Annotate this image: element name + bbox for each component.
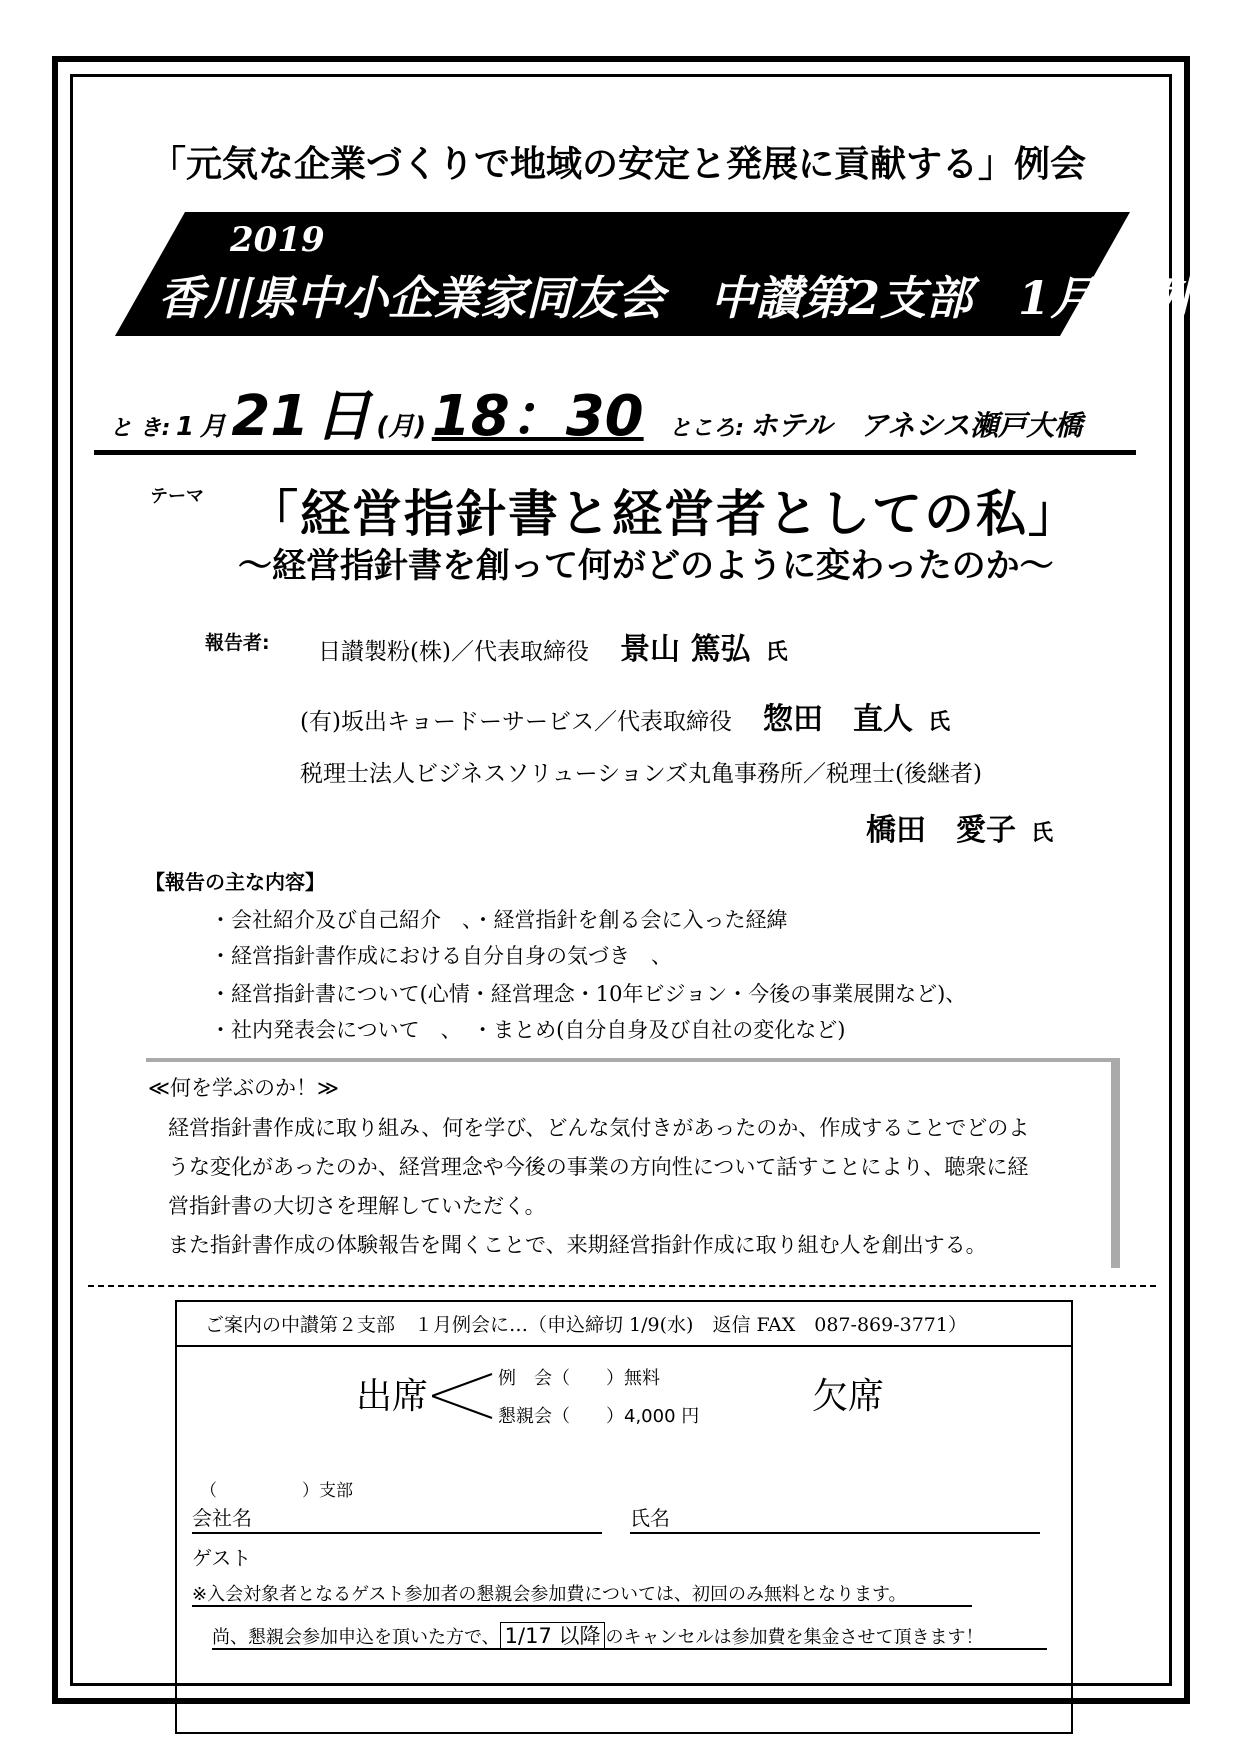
banner-year: 2019 xyxy=(230,220,325,260)
reporter-2 xyxy=(300,694,950,738)
contents-heading: 【報告の主な内容】 xyxy=(145,870,325,894)
guest-label: ゲスト xyxy=(192,1546,252,1570)
cancel-note xyxy=(212,1620,983,1650)
venue: ホテル アネシス瀬戸大橋 xyxy=(749,409,1083,442)
day: 21 xyxy=(231,384,310,449)
month: 1 xyxy=(176,412,195,442)
day-unit: 日 xyxy=(314,384,371,449)
company-field[interactable] xyxy=(192,1532,602,1534)
cancel-deadline: 1/17 以降 xyxy=(500,1622,606,1650)
theme-label: テーマ xyxy=(150,486,204,507)
cancel-pre: 尚、懇親会参加申込を頂いた方で、 xyxy=(212,1627,500,1648)
company-label: 会社名 xyxy=(192,1506,252,1530)
reporter-org: (有)坂出キョードーサービス／代表取締役 xyxy=(300,709,732,735)
month-unit: 月 xyxy=(199,412,226,442)
branch-lines xyxy=(432,1370,494,1422)
weekday: (月) xyxy=(376,412,427,442)
theme-subtitle: ～経営指針書を創って何がどのように変わったのか～ xyxy=(238,546,1054,586)
event-datetime xyxy=(110,372,1082,452)
list-item: ・会社紹介及び自己紹介 、・経営指針を創る会に入った経緯 xyxy=(210,908,788,932)
learn-heading: ≪何を学ぶのか！≫ xyxy=(148,1076,339,1100)
reporter-1 xyxy=(318,624,788,668)
name-label: 氏名 xyxy=(630,1506,670,1530)
reply-header-divider xyxy=(175,1345,1073,1347)
reporter-name: 惣田 直人 xyxy=(763,702,914,737)
branch-field[interactable]: （ ）支部 xyxy=(200,1481,353,1501)
reporter-name: 景山 篤弘 xyxy=(620,632,751,667)
cancel-underline xyxy=(212,1648,1047,1650)
absent-option[interactable]: 欠席 xyxy=(812,1376,885,1417)
start-time: 18：30 xyxy=(431,384,644,449)
cut-line xyxy=(88,1285,1156,1287)
list-item: ・社内発表会について 、 ・まとめ(自分自身及び自社の変化など) xyxy=(210,1018,846,1042)
place-label: ところ: xyxy=(669,416,745,441)
list-item: ・経営指針書について(心情・経営理念・10年ビジョン・今後の事業展開など)、 xyxy=(210,982,967,1006)
guest-note: ※入会対象者となるゲスト参加者の懇親会参加費については、初回のみ無料となります。 xyxy=(192,1584,907,1605)
option-party[interactable]: 懇親会（ ）4,000 円 xyxy=(498,1406,700,1427)
reply-header: ご案内の中讃第２支部 １月例会に…（申込締切 1/9(水) 返信 FAX 087-869-3771） xyxy=(205,1314,967,1336)
learn-line: 経営指針書作成に取り組み、何を学び、どんな気付きがあったのか、作成することでどのよ xyxy=(168,1116,1030,1140)
slogan: 「元気な企業づくりで地域の安定と発展に貢献する」例会 xyxy=(150,144,1087,185)
learn-line: また指針書作成の体験報告を聞くことで、来期経営指針作成に取り組む人を創出する。 xyxy=(168,1233,987,1257)
note-underline xyxy=(192,1605,972,1607)
reporter-label: 報告者: xyxy=(205,632,270,654)
when-label: と き: xyxy=(110,416,171,441)
reporter-suffix: 氏 xyxy=(765,639,788,665)
learn-line: うな変化があったのか、経営理念や今後の事業の方向性について話すことにより、聴衆に経 xyxy=(168,1155,1029,1179)
reporter-org: 日讃製粉(株)／代表取締役 xyxy=(318,639,589,665)
reporter-3 xyxy=(866,805,1053,849)
divider xyxy=(94,450,1136,455)
name-field[interactable] xyxy=(630,1532,1040,1534)
cancel-post: のキャンセルは参加費を集金させて頂きます！ xyxy=(605,1627,984,1648)
reporter-name: 橋田 愛子 xyxy=(866,813,1016,848)
banner-title: 香川県中小企業家同友会 中讃第2支部 1月度例会 xyxy=(158,271,1235,325)
reporter-suffix: 氏 xyxy=(1031,820,1054,846)
theme-title: 「経営指針書と経営者としての私」 xyxy=(248,484,1080,543)
learn-line: 営指針書の大切さを理解していただく。 xyxy=(168,1194,546,1218)
list-item: ・経営指針書作成における自分自身の気づき 、 xyxy=(210,944,672,968)
reporter-3-org: 税理士法人ビジネスソリューションズ丸亀事務所／税理士(後継者) xyxy=(300,761,982,787)
reporter-suffix: 氏 xyxy=(928,709,951,735)
attend-option[interactable]: 出席 xyxy=(356,1376,429,1417)
option-meeting[interactable]: 例 会（ ）無料 xyxy=(498,1368,660,1389)
